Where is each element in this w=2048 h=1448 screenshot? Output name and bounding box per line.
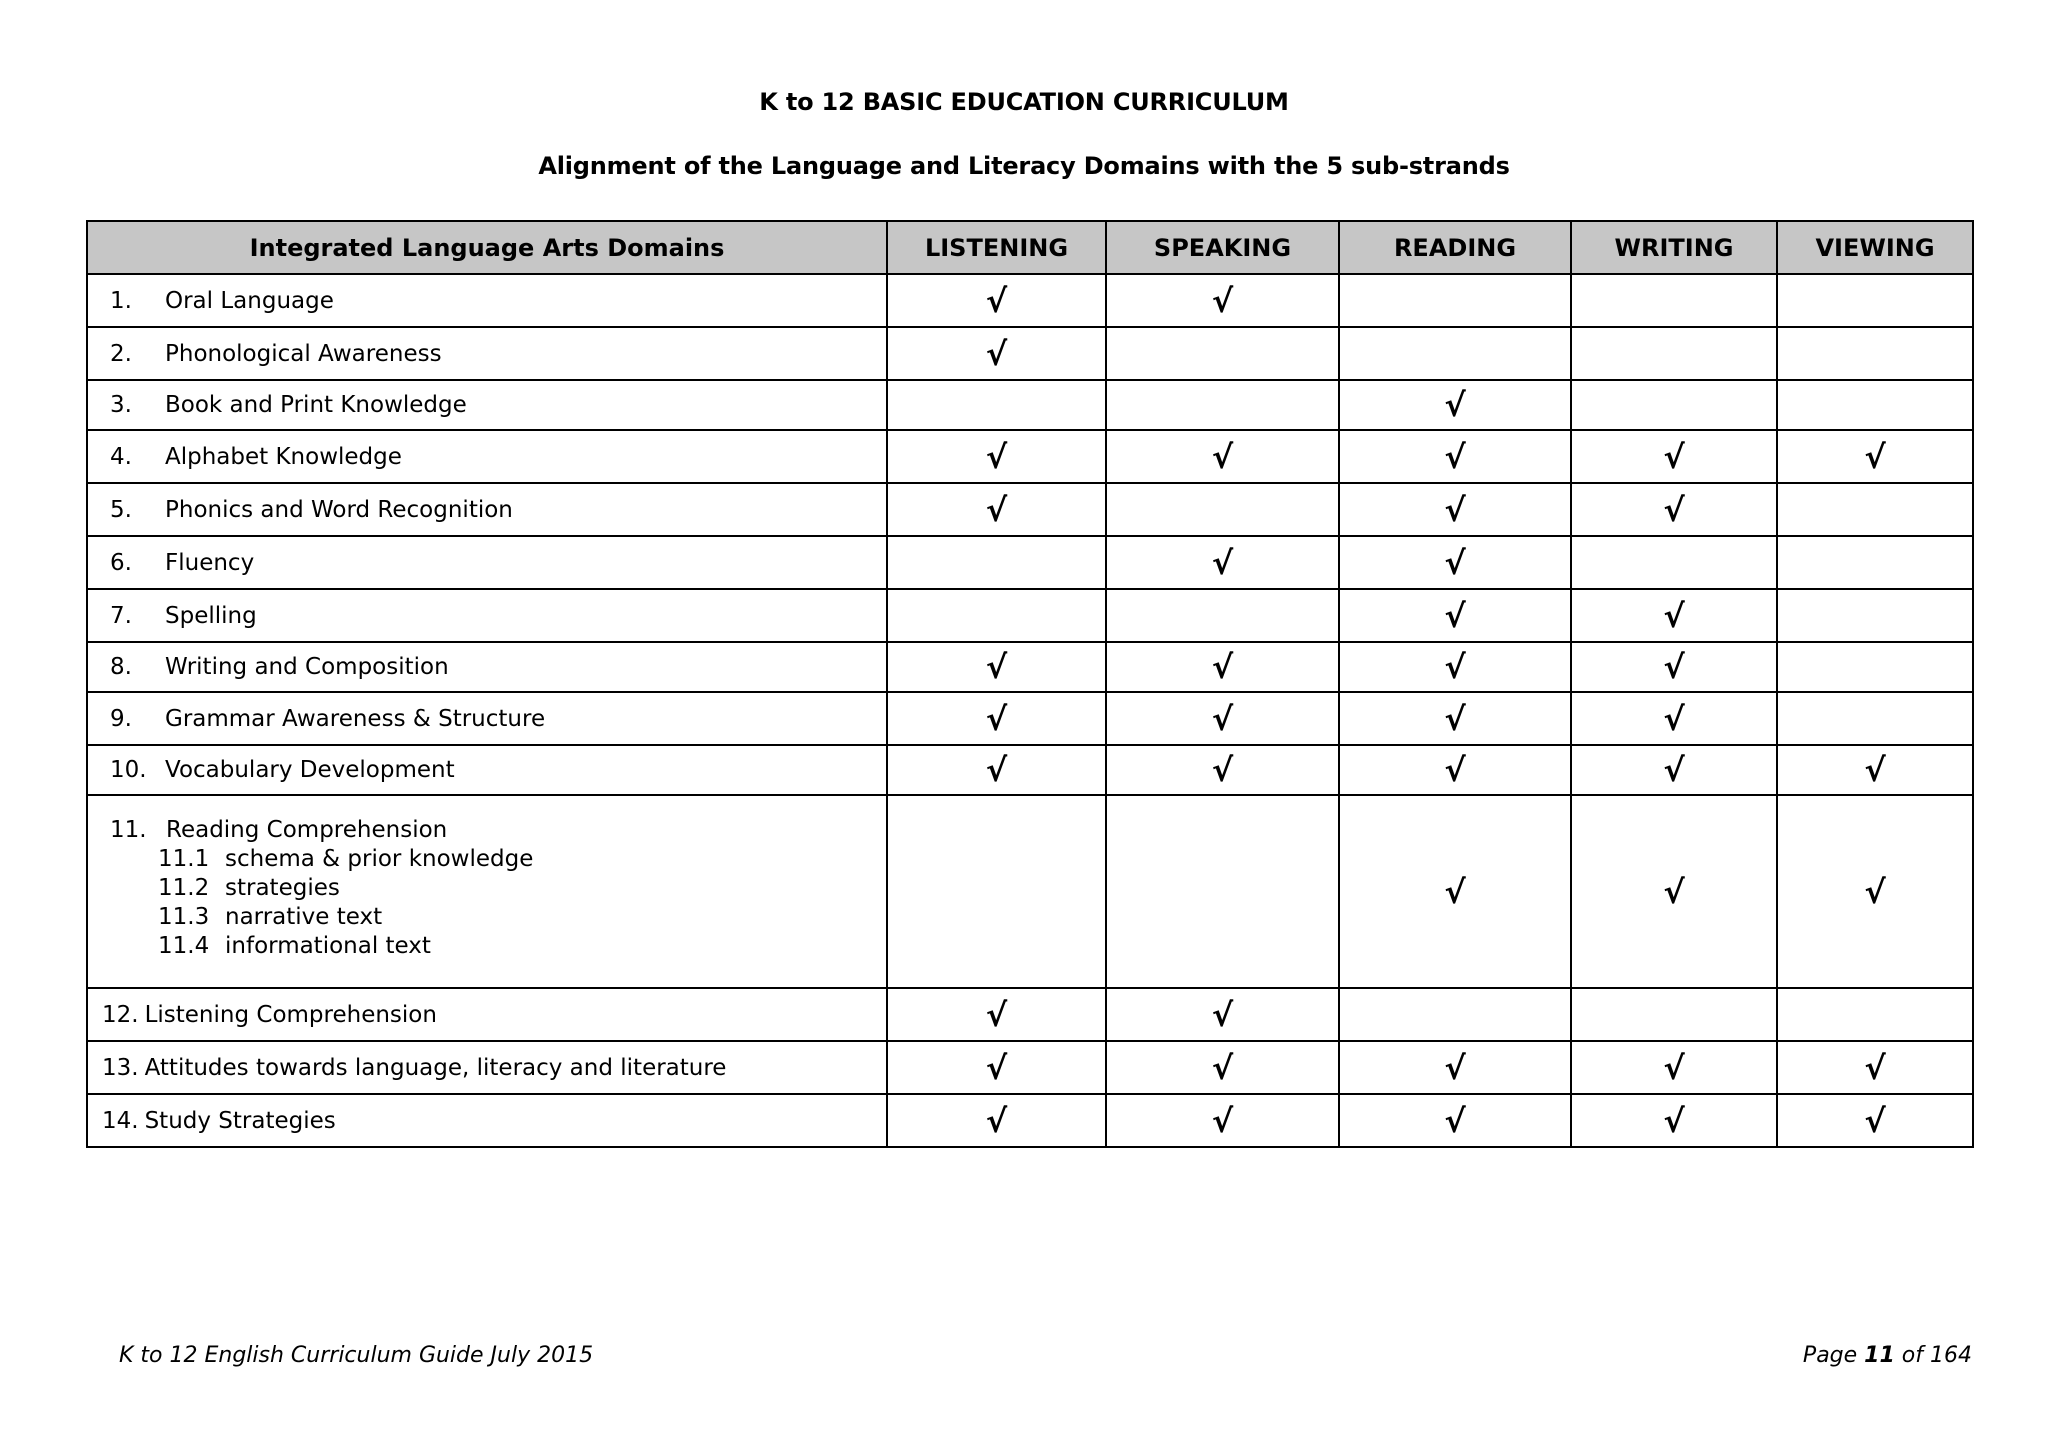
domain-cell <box>87 745 887 795</box>
table-header-row <box>87 221 1973 274</box>
domain-cell <box>87 430 887 483</box>
domain-label: Spelling <box>165 602 257 629</box>
check-reading: √ <box>1339 536 1571 589</box>
table-row <box>87 988 1973 1041</box>
domain-cell <box>87 274 887 327</box>
check-listening: √ <box>887 988 1106 1041</box>
table-row <box>87 745 1973 795</box>
check-reading: √ <box>1339 380 1571 430</box>
domain-label: Fluency <box>165 549 255 576</box>
domain-cell <box>87 380 887 430</box>
row-number: 3. <box>110 392 132 418</box>
domains-table <box>86 220 1974 1148</box>
row-number: 1. <box>110 287 132 314</box>
check-viewing <box>1777 536 1973 589</box>
domain-label: Study Strategies <box>144 1107 336 1134</box>
check-viewing <box>1777 483 1973 536</box>
table-row <box>87 589 1973 642</box>
check-speaking <box>1106 795 1339 988</box>
domain-cell <box>87 327 887 380</box>
check-writing: √ <box>1571 430 1777 483</box>
header-reading: READING <box>1339 221 1571 274</box>
current-page: 11 <box>1864 1343 1895 1368</box>
subitem-label: schema & prior knowledge <box>225 846 534 872</box>
check-speaking: √ <box>1106 745 1339 795</box>
row-number: 12. <box>102 1001 139 1028</box>
check-listening: √ <box>887 692 1106 745</box>
check-viewing <box>1777 692 1973 745</box>
check-writing <box>1571 380 1777 430</box>
check-reading: √ <box>1339 1041 1571 1094</box>
domain-cell <box>87 795 887 988</box>
check-listening <box>887 380 1106 430</box>
header-domains: Integrated Language Arts Domains <box>87 221 887 274</box>
table-row <box>87 327 1973 380</box>
domain-cell <box>87 536 887 589</box>
check-speaking: √ <box>1106 1041 1339 1094</box>
check-writing <box>1571 988 1777 1041</box>
subitem-number: 11.2 <box>158 875 210 901</box>
check-reading <box>1339 274 1571 327</box>
check-listening: √ <box>887 430 1106 483</box>
check-speaking: √ <box>1106 274 1339 327</box>
check-viewing <box>1777 589 1973 642</box>
check-writing: √ <box>1571 745 1777 795</box>
domain-cell <box>87 589 887 642</box>
row-number: 9. <box>110 705 132 732</box>
table-row <box>87 692 1973 745</box>
domain-label: Alphabet Knowledge <box>165 443 402 470</box>
row-number: 8. <box>110 654 132 680</box>
check-listening: √ <box>887 745 1106 795</box>
check-writing: √ <box>1571 1094 1777 1147</box>
header-writing: WRITING <box>1571 221 1777 274</box>
row-number: 13. <box>102 1054 139 1081</box>
domain-label: Reading Comprehension <box>166 817 448 843</box>
check-listening: √ <box>887 1094 1106 1147</box>
check-writing <box>1571 274 1777 327</box>
table-row <box>87 483 1973 536</box>
row-number: 6. <box>110 549 132 576</box>
subitem-number: 11.4 <box>158 933 210 959</box>
domain-cell <box>87 1094 887 1147</box>
table-row <box>87 274 1973 327</box>
table-row <box>87 536 1973 589</box>
check-speaking: √ <box>1106 536 1339 589</box>
check-reading: √ <box>1339 430 1571 483</box>
domain-label: Book and Print Knowledge <box>165 392 467 418</box>
domain-label: Grammar Awareness & Structure <box>165 705 546 732</box>
footer-guide-title: K to 12 English Curriculum Guide July 2015 <box>119 1343 594 1368</box>
check-viewing: √ <box>1777 745 1973 795</box>
table-row <box>87 1094 1973 1147</box>
document-title: K to 12 BASIC EDUCATION CURRICULUM <box>759 88 1289 116</box>
check-listening: √ <box>887 642 1106 692</box>
check-reading: √ <box>1339 589 1571 642</box>
check-reading: √ <box>1339 1094 1571 1147</box>
check-writing: √ <box>1571 692 1777 745</box>
header-viewing: VIEWING <box>1777 221 1973 274</box>
page-prefix: Page <box>1802 1343 1858 1368</box>
table-row <box>87 795 1973 988</box>
check-reading: √ <box>1339 795 1571 988</box>
check-listening: √ <box>887 483 1106 536</box>
footer-page-number <box>1803 1343 1972 1368</box>
check-reading: √ <box>1339 745 1571 795</box>
check-viewing <box>1777 642 1973 692</box>
check-viewing: √ <box>1777 1094 1973 1147</box>
domain-label: Attitudes towards language, literacy and literature <box>144 1054 727 1081</box>
domain-cell <box>87 988 887 1041</box>
check-listening: √ <box>887 327 1106 380</box>
check-viewing: √ <box>1777 1041 1973 1094</box>
check-speaking: √ <box>1106 430 1339 483</box>
row-number: 14. <box>102 1107 139 1134</box>
check-reading: √ <box>1339 692 1571 745</box>
check-listening <box>887 589 1106 642</box>
check-speaking: √ <box>1106 988 1339 1041</box>
check-viewing <box>1777 380 1973 430</box>
domain-label: Oral Language <box>165 287 334 314</box>
page-suffix: of 164 <box>1901 1343 1972 1368</box>
check-speaking <box>1106 327 1339 380</box>
check-speaking: √ <box>1106 692 1339 745</box>
table-row <box>87 1041 1973 1094</box>
header-speaking: SPEAKING <box>1106 221 1339 274</box>
check-listening: √ <box>887 1041 1106 1094</box>
check-viewing <box>1777 274 1973 327</box>
check-viewing: √ <box>1777 795 1973 988</box>
subitem <box>110 874 886 903</box>
check-writing <box>1571 327 1777 380</box>
domain-label: Vocabulary Development <box>165 757 455 783</box>
subitem-label: informational text <box>225 933 431 959</box>
check-speaking <box>1106 380 1339 430</box>
check-speaking <box>1106 589 1339 642</box>
check-writing: √ <box>1571 1041 1777 1094</box>
subitem <box>110 845 886 874</box>
check-reading <box>1339 988 1571 1041</box>
check-reading: √ <box>1339 642 1571 692</box>
check-listening: √ <box>887 274 1106 327</box>
check-viewing <box>1777 327 1973 380</box>
table-row <box>87 430 1973 483</box>
check-writing: √ <box>1571 795 1777 988</box>
check-writing: √ <box>1571 589 1777 642</box>
subitem-number: 11.1 <box>158 846 210 872</box>
table-row <box>87 642 1973 692</box>
check-viewing: √ <box>1777 430 1973 483</box>
check-speaking: √ <box>1106 1094 1339 1147</box>
row-number: 11. <box>110 817 147 843</box>
row-number: 5. <box>110 496 132 523</box>
check-listening <box>887 795 1106 988</box>
domain-cell <box>87 642 887 692</box>
subitem <box>110 932 886 961</box>
check-listening <box>887 536 1106 589</box>
subitem <box>110 903 886 932</box>
check-speaking <box>1106 483 1339 536</box>
check-writing: √ <box>1571 642 1777 692</box>
check-writing <box>1571 536 1777 589</box>
domain-label: Listening Comprehension <box>144 1001 437 1028</box>
row-number: 7. <box>110 602 132 629</box>
check-speaking: √ <box>1106 642 1339 692</box>
row-number: 10. <box>110 757 147 783</box>
domain-label: Writing and Composition <box>165 654 449 680</box>
row-number: 2. <box>110 340 132 367</box>
subitem-label: strategies <box>225 875 340 901</box>
check-writing: √ <box>1571 483 1777 536</box>
domain-label: Phonological Awareness <box>165 340 442 367</box>
subitem-number: 11.3 <box>158 904 210 930</box>
domain-label: Phonics and Word Recognition <box>165 496 513 523</box>
domain-cell <box>87 692 887 745</box>
check-viewing <box>1777 988 1973 1041</box>
check-reading: √ <box>1339 483 1571 536</box>
subitem-label: narrative text <box>225 904 383 930</box>
check-reading <box>1339 327 1571 380</box>
domain-cell <box>87 1041 887 1094</box>
document-subtitle: Alignment of the Language and Literacy Domains with the 5 sub-strands <box>538 152 1510 180</box>
domain-cell <box>87 483 887 536</box>
table-row <box>87 380 1973 430</box>
header-listening: LISTENING <box>887 221 1106 274</box>
row-number: 4. <box>110 443 132 470</box>
